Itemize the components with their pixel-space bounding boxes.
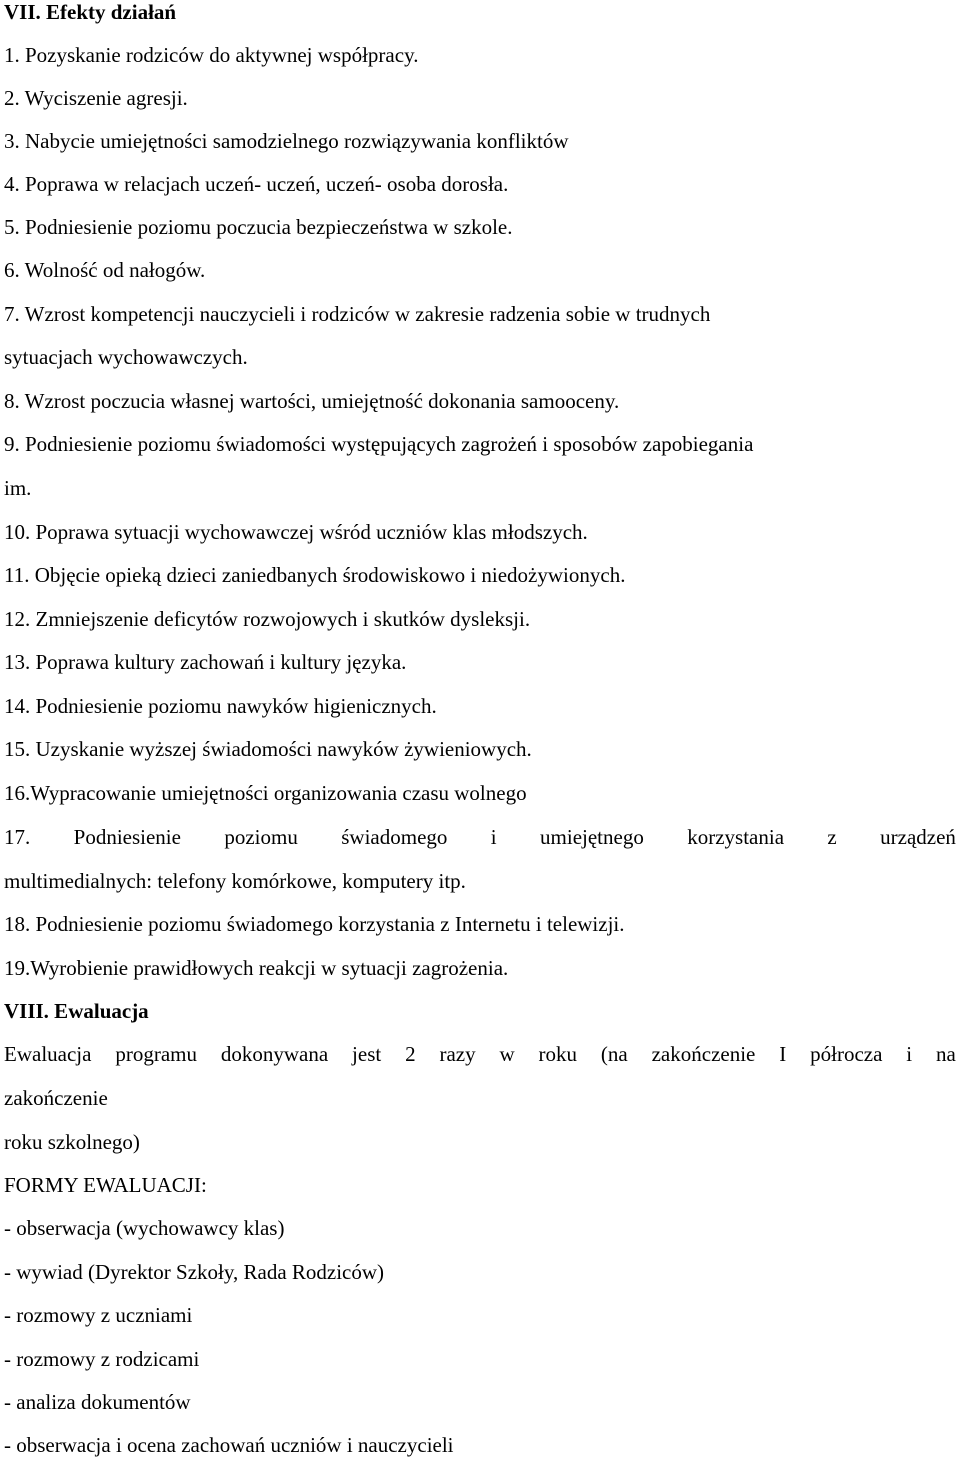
word: w bbox=[499, 1042, 515, 1066]
word: dokonywana bbox=[220, 1042, 329, 1066]
list-item: - wywiad (Dyrektor Szkoły, Rada Rodziców) bbox=[4, 1260, 385, 1284]
word: na bbox=[936, 1042, 956, 1066]
word: półrocza bbox=[810, 1042, 883, 1066]
paragraph-line: roku szkolnego) bbox=[4, 1130, 140, 1154]
word: świadomego bbox=[341, 825, 448, 849]
list-item: 8. Wzrost poczucia własnej wartości, umiejętność dokonania samooceny. bbox=[4, 389, 620, 413]
list-item: 19.Wyrobienie prawidłowych reakcji w sytuacji zagrożenia. bbox=[4, 956, 509, 980]
list-item-continuation: im. bbox=[4, 476, 32, 500]
list-item: - rozmowy z uczniami bbox=[4, 1303, 193, 1327]
list-item: 9. Podniesienie poziomu świadomości występujących zagrożeń i sposobów zapobiegania bbox=[4, 432, 754, 456]
list-item: - obserwacja i ocena zachowań uczniów i nauczycieli bbox=[4, 1433, 454, 1457]
word: 2 bbox=[405, 1042, 416, 1066]
forms-heading: FORMY EWALUACJI: bbox=[4, 1173, 207, 1197]
list-item: 3. Nabycie umiejętności samodzielnego rozwiązywania konfliktów bbox=[4, 129, 569, 153]
word: Podniesienie bbox=[73, 825, 181, 849]
list-item: 13. Poprawa kultury zachowań i kultury języka. bbox=[4, 650, 407, 674]
paragraph-line: zakończenie bbox=[4, 1086, 108, 1110]
list-item: 12. Zmniejszenie deficytów rozwojowych i skutków dysleksji. bbox=[4, 607, 531, 631]
list-item: 15. Uzyskanie wyższej świadomości nawyków żywieniowych. bbox=[4, 737, 532, 761]
list-item: - obserwacja (wychowawcy klas) bbox=[4, 1216, 285, 1240]
word: (na bbox=[600, 1042, 628, 1066]
list-item: 16.Wypracowanie umiejętności organizowania czasu wolnego bbox=[4, 781, 527, 805]
list-item: - analiza dokumentów bbox=[4, 1390, 191, 1414]
word: programu bbox=[115, 1042, 197, 1066]
word: 17. bbox=[4, 825, 31, 849]
word: urządzeń bbox=[880, 825, 956, 849]
list-item: 11. Objęcie opieką dzieci zaniedbanych środowiskowo i niedożywionych. bbox=[4, 563, 626, 587]
list-item: 7. Wzrost kompetencji nauczycieli i rodziców w zakresie radzenia sobie w trudnych bbox=[4, 302, 711, 326]
list-item: 1. Pozyskanie rodziców do aktywnej współpracy. bbox=[4, 43, 419, 67]
list-item: 2. Wyciszenie agresji. bbox=[4, 86, 188, 110]
list-item: 4. Poprawa w relacjach uczeń- uczeń, uczeń- osoba dorosła. bbox=[4, 172, 509, 196]
list-item-continuation: multimedialnych: telefony komórkowe, komputery itp. bbox=[4, 869, 466, 893]
word: z bbox=[827, 825, 837, 849]
word: umiejętnego bbox=[540, 825, 644, 849]
word: i bbox=[490, 825, 497, 849]
section-7-heading: VII. Efekty działań bbox=[4, 0, 177, 24]
evaluation-paragraph-justified bbox=[4, 1042, 956, 1066]
word: korzystania bbox=[687, 825, 785, 849]
word: poziomu bbox=[224, 825, 298, 849]
list-item-continuation: sytuacjach wychowawczych. bbox=[4, 345, 248, 369]
list-item: - rozmowy z rodzicami bbox=[4, 1347, 200, 1371]
word: Ewaluacja bbox=[4, 1042, 92, 1066]
list-item: 18. Podniesienie poziomu świadomego korzystania z Internetu i telewizji. bbox=[4, 912, 625, 936]
list-item: 10. Poprawa sytuacji wychowawczej wśród uczniów klas młodszych. bbox=[4, 520, 588, 544]
list-item: 14. Podniesienie poziomu nawyków higienicznych. bbox=[4, 694, 437, 718]
list-item: 5. Podniesienie poziomu poczucia bezpieczeństwa w szkole. bbox=[4, 215, 513, 239]
word: razy bbox=[439, 1042, 476, 1066]
list-item-17-justified bbox=[4, 825, 956, 849]
list-item: 6. Wolność od nałogów. bbox=[4, 258, 206, 282]
section-8-heading: VIII. Ewaluacja bbox=[4, 999, 149, 1023]
word: zakończenie bbox=[651, 1042, 756, 1066]
word: roku bbox=[538, 1042, 578, 1066]
word: I bbox=[779, 1042, 787, 1066]
word: jest bbox=[352, 1042, 382, 1066]
word: i bbox=[906, 1042, 913, 1066]
